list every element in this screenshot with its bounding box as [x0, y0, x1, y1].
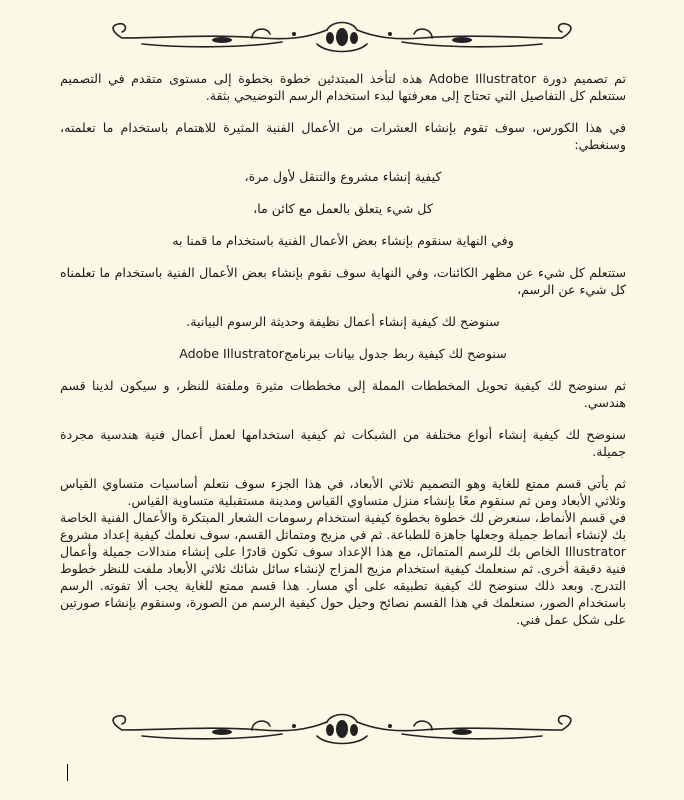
topic-artwork: وفي النهاية سنقوم بإنشاء بعض الأعمال الفنية باستخدام ما قمنا به: [172, 233, 514, 248]
text-cursor: [67, 764, 68, 781]
topic-create-project: كيفية إنشاء مشروع والتنقل لأول مرة،: [244, 169, 442, 184]
paragraph-intro: تم تصميم دورة Adobe Illustrator هذه لتأخذ المبتدئين خطوة بخطوة إلى مستوى متقدم في التصميم ستتعلم كل التفاصيل التي تحتاج إلى معرفتها لبدء استخدام الرسم التوضيحي بثقة.: [60, 71, 627, 103]
topic-appearance: ستتعلم كل شيء عن مظهر الكائنات، وفي النهاية سوف نقوم بإنشاء بعض الأعمال الفنية باستخدام ما تعلمناه كل شيء عن الرسم،: [60, 265, 626, 297]
topic-grids: سنوضح لك كيفية إنشاء أنواع مختلفة من الشبكات ثم كيفية استخدامها لعمل أعمال فنية هندسية مجردة جميلة.: [60, 427, 626, 459]
top-ornament: [0, 14, 684, 58]
flourish-divider-icon: [102, 14, 582, 58]
topic-charts: ثم سنوضح لك كيفية تحويل المخططات المملة إلى مخططات مثيرة وملفتة للنظر، و سيكون لدينا قسم هندسي.: [60, 378, 626, 410]
topic-graphs: سنوضح لك كيفية إنشاء أعمال نظيفة وحديثة الرسوم البيانية.: [186, 314, 500, 329]
topic-data-link: سنوضح لك كيفية ربط جدول بيانات ببرنامجAdobe Illustrator: [179, 346, 507, 361]
paragraph-3d: ثم يأتي قسم ممتع للغاية وهو التصميم ثلاثي الأبعاد، في هذا الجزء سوف نتعلم أساسيات متساوي القياس وثلاثي الأبعاد ومن ثم سنقوم معًا بإنشاء منزل متساوي القياس ومدينة مستقبلية متساوية القياس.: [60, 476, 626, 508]
paragraph-patterns: في قسم الأنماط، سنعرض لك خطوة بخطوة كيفية استخدام رسومات الشعار المبتكرة والأعمال الفنية الخاصة بك لإنشاء أنماط جميلة وجعلها جاهزة للطباعة. ثم في مزيج ومتماثل القسم، سوف نعلمك كيفية إعداد مشروع Illustrator الخاص بك للرسم المتماثل، مع هذا الإعداد سوف تكون قادرًا على إنشاء مندالات جميلة وأعمال فنية دقيقة أخرى. ثم سنعلمك كيفية استخدام مزيج المزاج لإنشاء سائل شائك ثلاثي الأبعاد ملفت للنظر خطوط التدرج. وبعد ذلك سنوضح لك كيفية تطبيقه على أي مسار. هذا قسم ممتع للغاية يجب ألا تفوته. الرسم باستخدام الصور، سنعلمك في هذا القسم نصائح وحيل حول كيفية الرسم من الصورة، وسنقوم بإنشاء صورتين على شكل عمل فني.: [60, 510, 626, 627]
bottom-ornament: [0, 706, 684, 750]
flourish-divider-icon: [102, 706, 582, 750]
paragraph-course-overview: في هذا الكورس، سوف تقوم بإنشاء العشرات من الأعمال الفنية المثيرة للاهتمام باستخدام ما تعلمته، وسنغطي:: [60, 120, 626, 152]
document-body: [60, 70, 626, 643]
topic-objects: كل شيء يتعلق بالعمل مع كائن ما،: [253, 201, 433, 216]
